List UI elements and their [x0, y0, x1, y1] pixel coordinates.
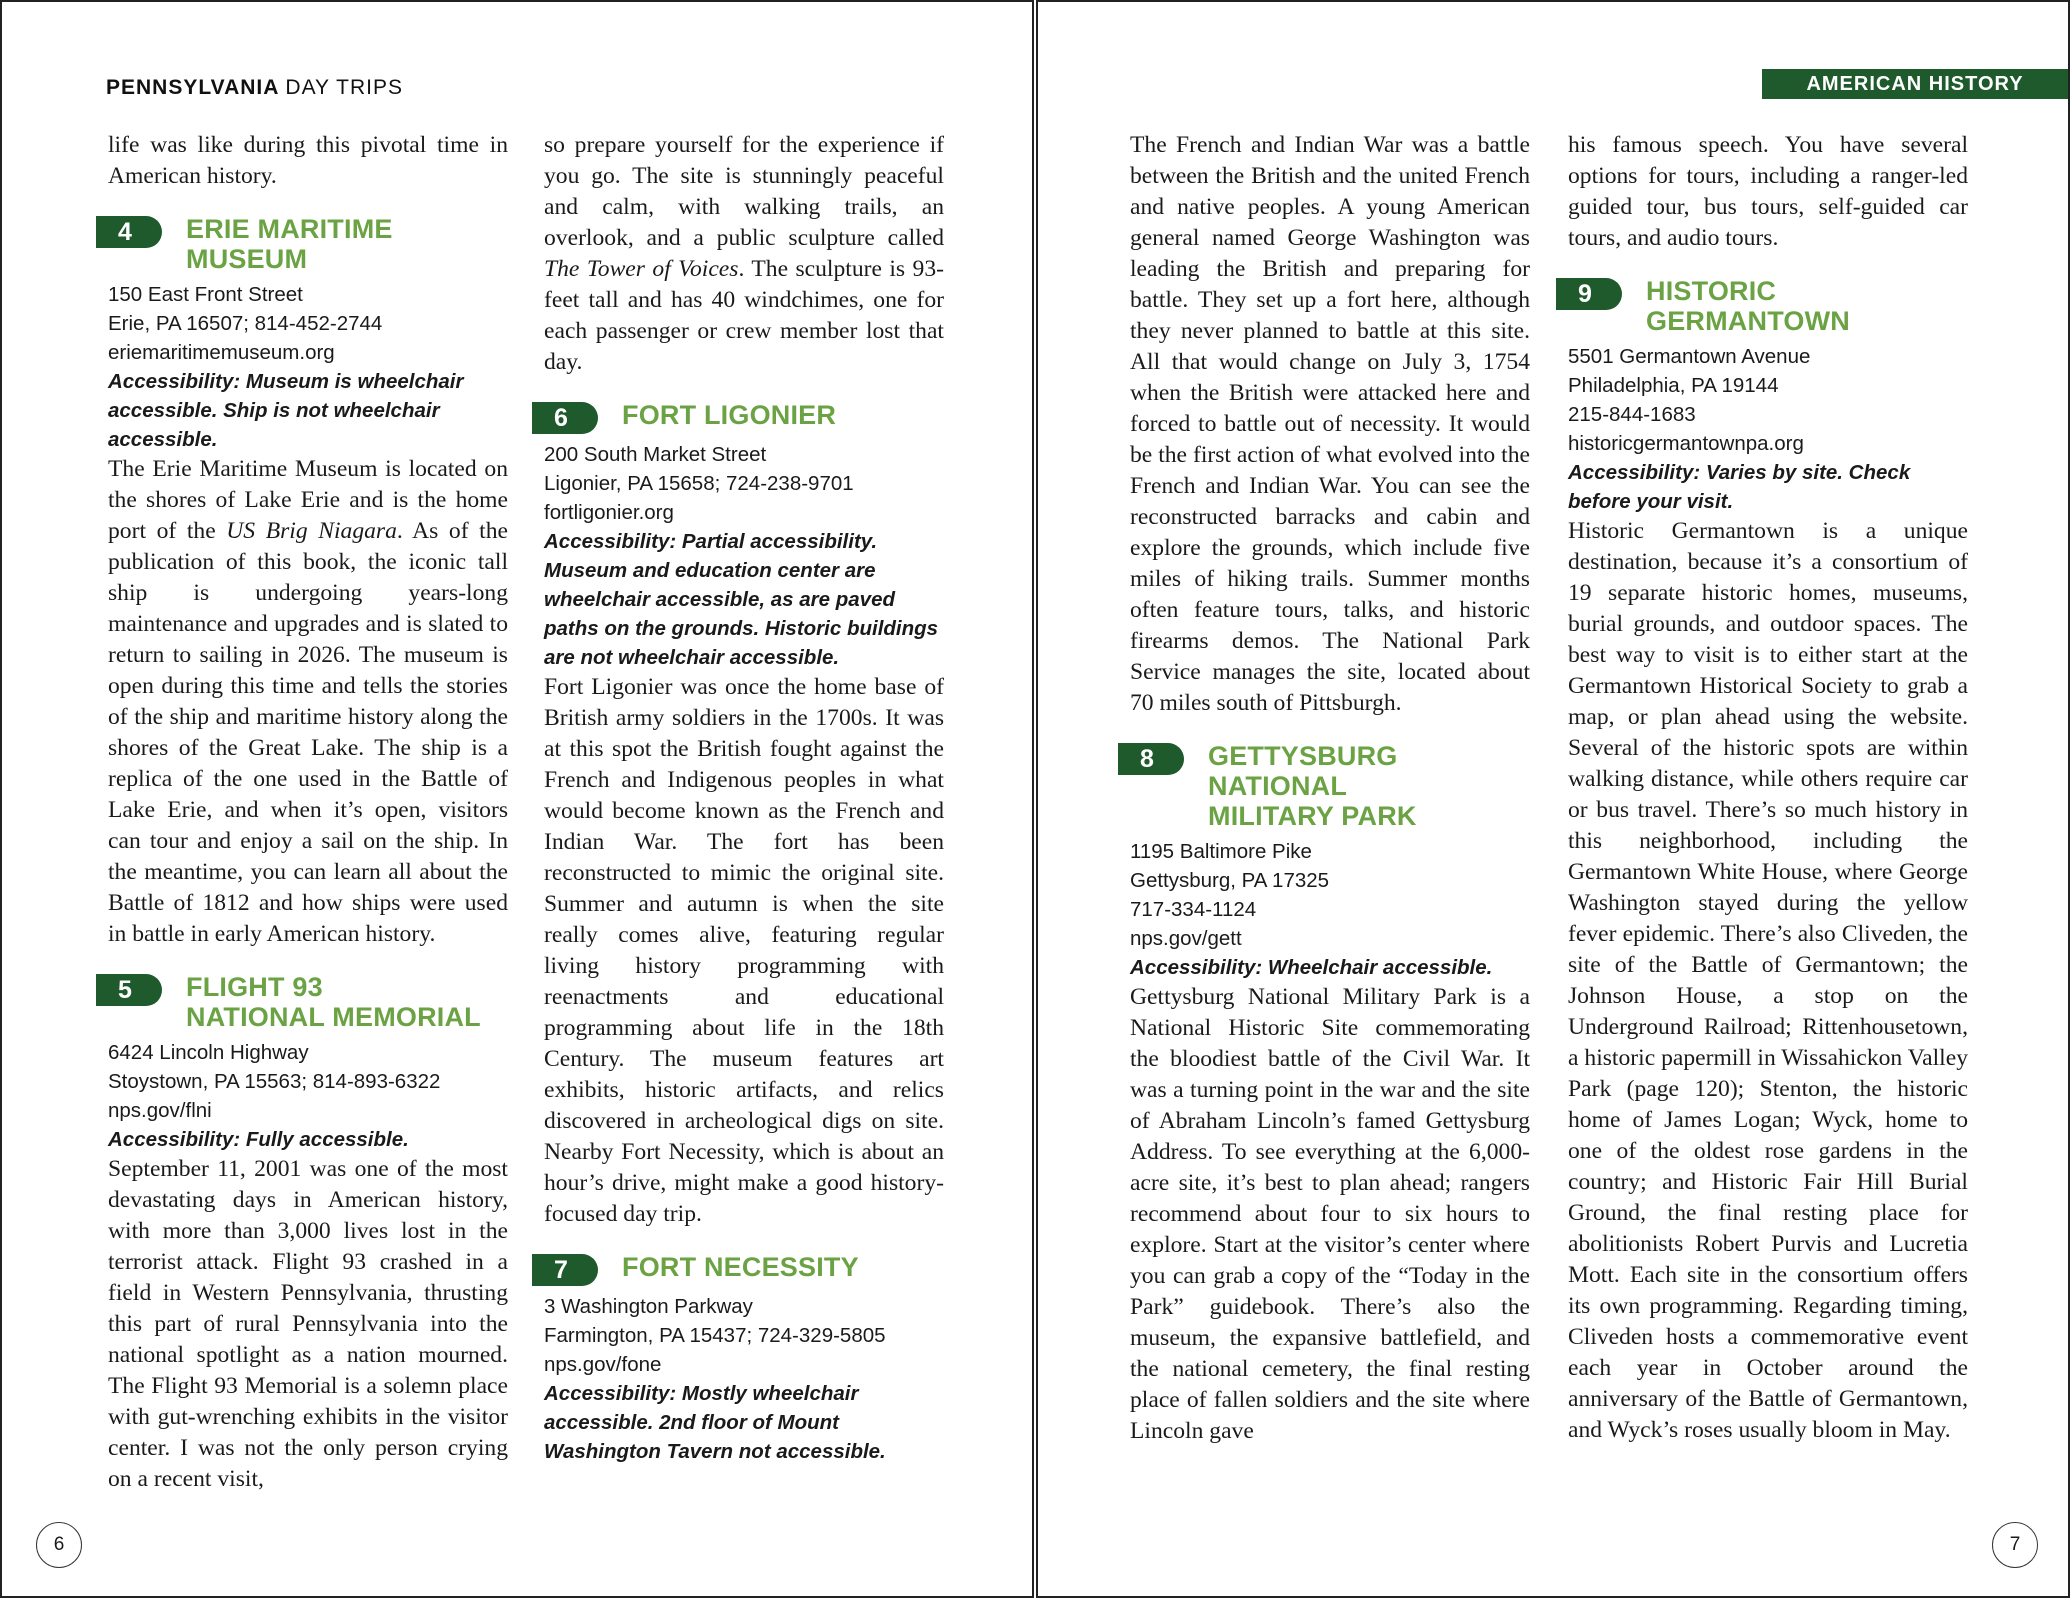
address-line: 1195 Baltimore Pike — [1130, 840, 1312, 863]
entry-7-heading — [532, 1252, 944, 1286]
entry-title: FORT LIGONIER — [622, 400, 837, 430]
accessibility-note: Accessibility: Fully accessible. — [108, 1128, 409, 1151]
right-page — [1036, 0, 2070, 1598]
entry-9-heading — [1556, 276, 1968, 336]
entry-6-description: Fort Ligonier was once the home base of British army soldiers in the 1700s. It was at this spot the British fought against the French and Indigenous peoples in what would become known as the French and Indian War. The fort has been reconstructed to mimic the original site. Summer and autumn is when the site really comes alive, featuring regular living history programming with reenactments and educational programming about life in the 18th Century. The museum features art exhibits, historic artifacts, and relics discovered in archeological digs on site. Nearby Fort Necessity, which is about an hour’s drive, might make a good history-focused day trip. — [544, 674, 944, 1227]
entry-number-badge: 4 — [96, 216, 162, 248]
website: eriemaritimemuseum.org — [108, 341, 335, 364]
entry-number-badge: 6 — [532, 402, 598, 434]
section-tag: AMERICAN HISTORY — [1762, 69, 2068, 99]
column-3 — [1130, 130, 1530, 1447]
entry-5-heading — [96, 972, 508, 1032]
entry-title: FLIGHT 93 NATIONAL MEMORIAL — [186, 972, 481, 1032]
entry-title: HISTORIC GERMANTOWN — [1646, 276, 1850, 336]
accessibility-note: Accessibility: Mostly wheelchair accessible. 2nd floor of Mount Washington Tavern not accessible. — [544, 1382, 886, 1463]
running-head — [106, 76, 403, 100]
intro-paragraph: life was like during this pivotal time in American history. — [108, 132, 508, 189]
address-line: 5501 Germantown Avenue — [1568, 345, 1811, 368]
accessibility-note: Accessibility: Varies by site. Check before your visit. — [1568, 461, 1911, 513]
entry-title: FORT NECESSITY — [622, 1252, 859, 1282]
continued-paragraph: his famous speech. You have several options for tours, including a ranger-led guided tour, bus tours, self-guided car tours, and audio tours. — [1568, 132, 1968, 251]
address-line: 150 East Front Street — [108, 283, 303, 306]
address-line: 3 Washington Parkway — [544, 1295, 753, 1318]
entry-6-heading — [532, 400, 944, 434]
accessibility-note: Accessibility: Partial accessibility. Museum and education center are wheelchair accessible, as are paved paths on the grounds. Historic buildings are not wheelchair accessible. — [544, 530, 939, 669]
entry-4-heading — [96, 214, 508, 274]
phone-line: 717-334-1124 — [1130, 898, 1257, 921]
address-line: 6424 Lincoln Highway — [108, 1041, 309, 1064]
page-number-right: 7 — [1992, 1522, 2038, 1568]
accessibility-note: Accessibility: Museum is wheelchair accessible. Ship is not wheelchair accessible. — [108, 370, 464, 451]
entry-6-info — [544, 440, 944, 672]
website: nps.gov/gett — [1130, 927, 1242, 950]
phone-line: 215-844-1683 — [1568, 403, 1696, 426]
column-4 — [1568, 130, 1968, 1446]
running-head-state: PENNSYLVANIA — [106, 76, 280, 99]
city-phone-line: Erie, PA 16507; 814-452-2744 — [108, 312, 383, 335]
column-2 — [544, 130, 944, 1466]
continued-paragraph: so prepare yourself for the experience if you go. The site is stunningly peaceful and calm, with walking trails, an overlook, and a public sculpture called The Tower of Voices. The sculpture is 93-feet tall and has 40 windchimes, one for each passenger or crew member lost that day. — [544, 132, 944, 375]
website: nps.gov/flni — [108, 1099, 212, 1122]
entry-number-badge: 5 — [96, 974, 162, 1006]
entry-number-badge: 9 — [1556, 278, 1622, 310]
running-head-subtitle: DAY TRIPS — [285, 76, 403, 99]
entry-8-description: Gettysburg National Military Park is a National Historic Site commemorating the bloodiest battle of the Civil War. It was a turning point in the war and the site of Abraham Lincoln’s famed Gettysburg Address. To see everything at the 6,000-acre site, it’s best to plan ahead; rangers recommend about four to six hours to explore. Start at the visitor’s center where you can grab a copy of the “Today in the Park” guidebook. There’s also the museum, the expansive battlefield, and the national cemetery, the final resting place of fallen soldiers and the site where Lincoln gave — [1130, 984, 1530, 1444]
entry-9-info — [1568, 342, 1968, 516]
entry-7-info — [544, 1292, 944, 1466]
city-phone-line: Stoystown, PA 15563; 814-893-6322 — [108, 1070, 441, 1093]
column-1 — [108, 130, 508, 1495]
entry-4-description: The Erie Maritime Museum is located on the shores of Lake Erie and is the home port of the US Brig Niagara. As of the publication of this book, the iconic tall ship is undergoing years-long maintenance and upgrades and is slated to return to sailing in 2026. The museum is open during this time and tells the stories of the ship and maritime history along the shores of the Great Lake. The ship is a replica of the one used in the Battle of Lake Erie, and when it’s open, visitors can tour and enjoy a sail on the ship. In the meantime, you can learn all about the Battle of 1812 and how ships were used in battle in early American history. — [108, 456, 508, 947]
city-line: Philadelphia, PA 19144 — [1568, 374, 1779, 397]
entry-5-description: September 11, 2001 was one of the most devastating days in American history, with more than 3,000 lives lost in the terrorist attack. Flight 93 crashed in a field in Western Pennsylvania, thrusting this part of rural Pennsylvania into the national spotlight as a nation mourned. The Flight 93 Memorial is a solemn place with gut-wrenching exhibits in the visitor center. I was not the only person crying on a recent visit, — [108, 1156, 508, 1492]
entry-4-info — [108, 280, 508, 454]
website: nps.gov/fone — [544, 1353, 662, 1376]
entry-title: ERIE MARITIME MUSEUM — [186, 214, 393, 274]
website: fortligonier.org — [544, 501, 674, 524]
entry-8-heading — [1118, 741, 1530, 831]
entry-number-badge: 7 — [532, 1254, 598, 1286]
continued-paragraph: The French and Indian War was a battle between the British and the united French and native peoples. A young American general named George Washington was leading the British and preparing for battle. They set up a fort here, although they never planned to battle at this site. All that would change on July 3, 1754 when the British were attacked here and forced to battle out of necessity. It would be the first action of what evolved into the French and Indian War. You can see the reconstructed barracks and cabin and explore the grounds, which include five miles of hiking trails. Summer months often feature tours, talks, and historic firearms demos. The National Park Service manages the site, located about 70 miles south of Pittsburgh. — [1130, 132, 1530, 716]
page-number-left: 6 — [36, 1522, 82, 1568]
accessibility-note: Accessibility: Wheelchair accessible. — [1130, 956, 1493, 979]
entry-title: GETTYSBURG NATIONAL MILITARY PARK — [1208, 741, 1417, 831]
entry-8-info — [1130, 837, 1530, 982]
entry-9-description: Historic Germantown is a unique destination, because it’s a consortium of 19 separate historic homes, museums, burial grounds, and outdoor spaces. The best way to visit is to either start at the Germantown Historical Society to grab a map, or plan ahead using the website. Several of the historic spots are within walking distance, while others require car or bus travel. There’s so much history in this neighborhood, including the Germantown White House, where George Washington stayed during the yellow fever epidemic. There’s also Cliveden, the site of the Battle of Germantown; the Johnson House, a stop on the Underground Railroad; Rittenhousetown, a historic papermill in Wissahickon Valley Park (page 120); Stenton, the historic home of James Logan; Wyck, home to one of the oldest rose gardens in the country; and Historic Fair Hill Burial Ground, the final resting place for abolitionists Robert Purvis and Lucretia Mott. Each site in the consortium offers its own programming. Regarding timing, Cliveden hosts a commemorative event each year in October around the anniversary of the Battle of Germantown, and Wyck’s roses usually bloom in May. — [1568, 518, 1968, 1443]
city-phone-line: Farmington, PA 15437; 724-329-5805 — [544, 1324, 886, 1347]
city-line: Gettysburg, PA 17325 — [1130, 869, 1330, 892]
left-page — [0, 0, 1034, 1598]
entry-number-badge: 8 — [1118, 743, 1184, 775]
website: historicgermantownpa.org — [1568, 432, 1804, 455]
address-line: 200 South Market Street — [544, 443, 767, 466]
entry-5-info — [108, 1038, 508, 1154]
city-phone-line: Ligonier, PA 15658; 724-238-9701 — [544, 472, 854, 495]
